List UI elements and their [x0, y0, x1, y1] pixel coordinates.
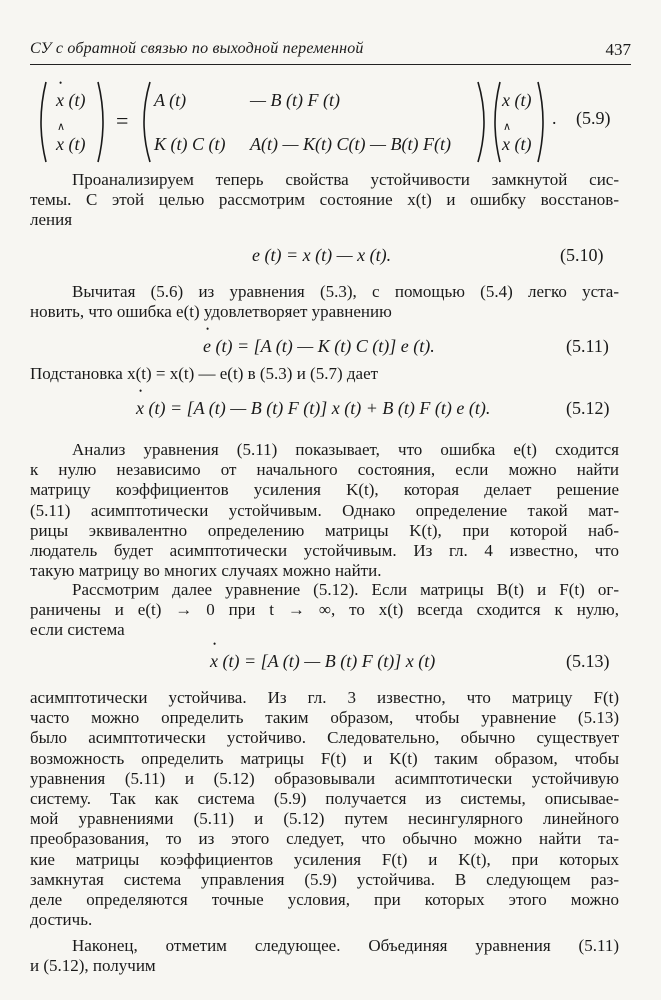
text-line: достичь.: [30, 910, 93, 930]
rhs-top: x (t): [502, 90, 532, 110]
paragraph-6: [30, 936, 619, 976]
substitution-line: [30, 364, 619, 384]
rhs-bottom: ∧ x (t): [502, 134, 531, 155]
text-line: матрицу коэффициентов усиления K(t), которая делает решение: [30, 480, 619, 500]
equation-5-11: • e (t) = [A (t) — K (t) C (t)] e (t).: [203, 336, 435, 357]
text-line: возможность определить матрицы F(t) и K(t) таким образом, чтобы: [30, 748, 619, 768]
equation-5-12: • x (t) = [A (t) — B (t) F (t)] x (t) + B (t) F (t) e (t).: [136, 398, 490, 419]
text-line: темы. С этой целью рассмотрим состояние x(t) и ошибку восстанов-: [30, 190, 619, 210]
text-line: новить, что ошибка e(t) удовлетворяет уравнению: [30, 302, 392, 322]
text-line: рицы эквивалентно определению матрицы K(t), при которой наб-: [30, 520, 619, 540]
page-number: 437: [605, 40, 631, 59]
text-line: ления: [30, 210, 73, 230]
text-line: мой уравнениями (5.11) и (5.12) путем несингулярного линейного: [30, 809, 619, 829]
right-paren-1: [96, 80, 110, 164]
matrix-a11: A (t): [154, 90, 187, 110]
equation-number-5-11: (5.11): [566, 336, 609, 356]
text-line: Анализ уравнения (5.11) показывает, что ошибка e(t) сходится: [72, 440, 619, 459]
equation-number-5-9: (5.9): [576, 108, 611, 128]
matrix-a22: A(t) — K(t) C(t) — B(t) F(t): [250, 134, 451, 154]
text-line: людатель будет асимптотически устойчивым. Из гл. 4 известно, что: [30, 541, 619, 561]
paragraph-1: [30, 170, 619, 231]
text-line: преобразования, то из этого следует, что обычно можно найти та-: [30, 829, 619, 849]
equation-number-5-12: (5.12): [566, 398, 610, 418]
lhs-bottom: ∧ x (t): [56, 134, 85, 155]
text-line: часто можно определить таким образом, чтобы уравнение (5.13): [30, 708, 619, 728]
left-paren-1: [34, 80, 48, 164]
text-line: к нулю независимо от начального состояния, если можно найти: [30, 460, 619, 480]
equation-number-5-10: (5.10): [560, 245, 604, 265]
left-paren-3: [488, 80, 502, 164]
paragraph-5: [30, 688, 619, 930]
text-line: систему. Так как система (5.9) получается из системы, описывае-: [30, 789, 619, 809]
matrix-a12: — B (t) F (t): [250, 90, 340, 110]
equation-5-9: • x (t) ∧ x (t) = A (t) — B (t) F (t) K (t) C (t) A(t) — K(t) C(t) — B(t) F(t) x (t) ∧ x (t) . (5.9): [30, 80, 630, 168]
equation-number-5-13: (5.13): [566, 651, 610, 671]
text-line: уравнения (5.11) и (5.12) образовывали асимптотически устойчивую: [30, 768, 619, 788]
text-line: Проанализируем теперь свойства устойчивости замкнутой сис-: [72, 170, 619, 189]
equation-5-10: e (t) = x (t) — x (t).: [252, 245, 392, 265]
paragraph-2: [30, 282, 619, 322]
text-line: асимптотически устойчива. Из гл. 3 известно, что матрицу F(t): [30, 688, 619, 707]
text-line: деле определяются точные условия, при которых этого можно: [30, 890, 619, 910]
text-line: кие матрицы коэффициентов усиления F(t) и K(t), при которых: [30, 849, 619, 869]
text-line: Подстановка x(t) = x(t) — e(t) в (5.3) и (5.7) дает: [30, 364, 379, 383]
running-title: СУ с обратной связью по выходной переменной: [30, 40, 364, 57]
text-line: (5.11) асимптотически устойчивым. Однако определение такой мат-: [30, 500, 619, 520]
lhs-top: • x (t): [56, 90, 85, 111]
text-line: и (5.12), получим: [30, 956, 156, 976]
text-line: если система: [30, 620, 125, 640]
equation-5-13: • x (t) = [A (t) — B (t) F (t)] x (t): [210, 651, 435, 672]
text-line: Наконец, отметим следующее. Объединяя уравнения (5.11): [72, 936, 619, 955]
text-line: Рассмотрим далее уравнение (5.12). Если матрицы B(t) и F(t) ог-: [72, 580, 619, 599]
page-header: [30, 36, 631, 65]
paragraph-4: [30, 580, 619, 641]
text-line: было асимптотически устойчиво. Следовательно, обычно существует: [30, 728, 619, 748]
text-line: Вычитая (5.6) из уравнения (5.3), с помощью (5.4) легко уста-: [72, 282, 619, 301]
matrix-a21: K (t) C (t): [154, 134, 226, 154]
matrix-equals: =: [116, 108, 129, 133]
left-paren-2: [136, 80, 152, 164]
right-paren-3: [536, 80, 550, 164]
text-line: раничены и e(t) → 0 при t → ∞, то x(t) всегда сходится к нулю,: [30, 600, 619, 620]
text-line: замкнутая система управления (5.9) устойчива. В следующем раз-: [30, 869, 619, 889]
paragraph-3: [30, 440, 619, 581]
text-line: такую матрицу во многих случаях можно найти.: [30, 561, 382, 581]
